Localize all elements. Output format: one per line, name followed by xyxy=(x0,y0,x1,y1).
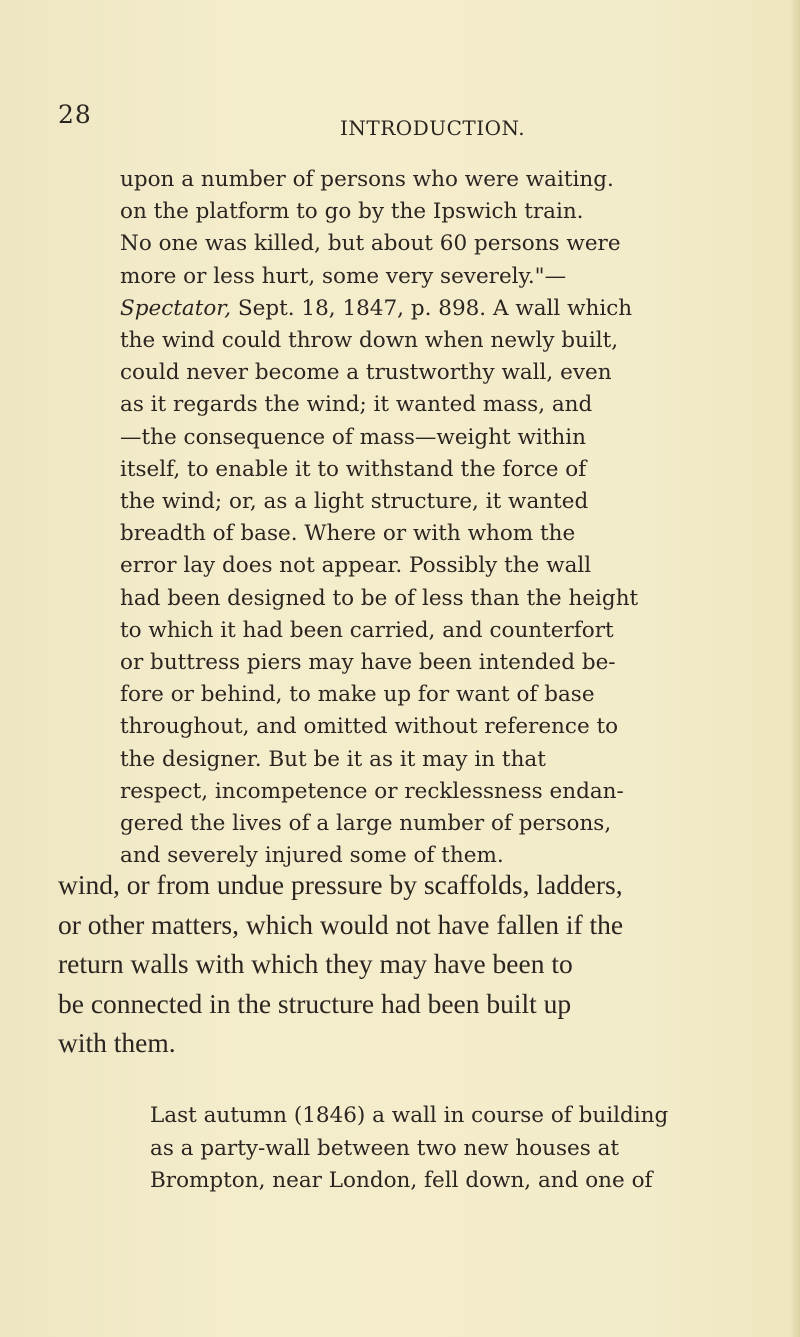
quote-line: and severely injured some of them. xyxy=(120,843,504,869)
quote-line: Spectator, Sept. 18, 1847, p. 898. A wall which xyxy=(120,295,633,321)
quote-line: No one was killed, but about 60 persons were xyxy=(120,231,621,257)
quote-line: fore or behind, to make up for want of base xyxy=(120,682,595,708)
main-paragraph-line: with them. xyxy=(58,1027,176,1058)
quote-line: could never become a trustworthy wall, even xyxy=(120,360,612,386)
running-head: INTRODUCTION. xyxy=(340,116,526,140)
last-paragraph-line: Brompton, near London, fell down, and one of xyxy=(150,1168,653,1193)
quote-line: had been designed to be of less than the height xyxy=(120,585,639,611)
quote-line: the designer. But be it as it may in that xyxy=(120,746,546,772)
quote-line: throughout, and omitted without reference to xyxy=(120,714,619,740)
quote-line: more or less hurt, some very severely."— xyxy=(120,263,567,289)
main-paragraph-line: or other matters, which would not have fallen if the xyxy=(58,908,624,940)
quote-line: error lay does not appear. Possibly the wall xyxy=(120,553,592,579)
quote-line: —the consequence of mass—weight within xyxy=(120,424,586,450)
page-edge-shadow xyxy=(790,0,800,1337)
quote-line: on the platform to go by the Ipswich train. xyxy=(120,199,584,225)
quote-line: as it regards the wind; it wanted mass, and xyxy=(120,392,593,418)
page-number: 28 xyxy=(58,100,92,129)
quote-line: the wind could throw down when newly built, xyxy=(120,328,619,354)
main-paragraph xyxy=(58,865,623,1063)
last-paragraph-line: Last autumn (1846) a wall in course of building xyxy=(150,1103,669,1128)
main-paragraph-line: return walls with which they may have been to xyxy=(58,948,573,979)
quote-line: respect, incompetence or recklessness endan- xyxy=(120,778,624,804)
quote-line: the wind; or, as a light structure, it wanted xyxy=(120,489,589,515)
quote-block xyxy=(120,164,638,872)
periodical-title: Spectator, xyxy=(120,295,232,321)
main-paragraph-line: wind, or from undue pressure by scaffolds, ladders, xyxy=(58,869,623,900)
quote-line: to which it had been carried, and counterfort xyxy=(120,617,614,643)
quote-line: or buttress piers may have been intended be- xyxy=(120,650,616,676)
last-paragraph xyxy=(150,1100,668,1198)
quote-line: gered the lives of a large number of persons, xyxy=(120,811,612,837)
quote-line: upon a number of persons who were waiting. xyxy=(120,167,614,192)
quote-line: itself, to enable it to withstand the force of xyxy=(120,456,587,482)
quote-line: breadth of base. Where or with whom the xyxy=(120,521,576,547)
last-paragraph-line: as a party-wall between two new houses at xyxy=(150,1135,620,1161)
main-paragraph-line: be connected in the structure had been built up xyxy=(58,987,572,1019)
